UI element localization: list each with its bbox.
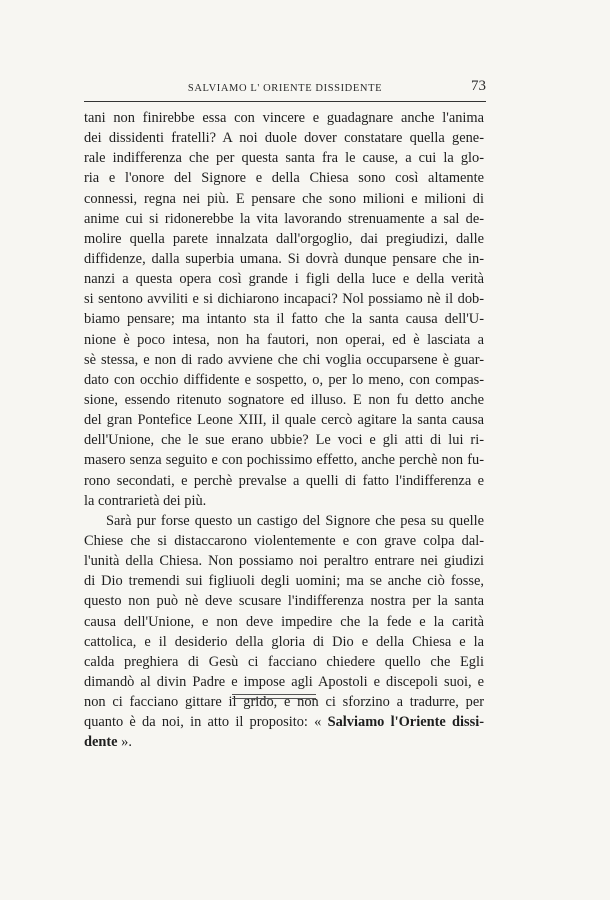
motto-text: Salviamo l'Oriente dissi- xyxy=(327,714,484,731)
text-line: di Dio tremendi sui figliuoli degli uomini; ma se anche ciò fosse, xyxy=(84,573,484,590)
text-line: nanzi a questa opera così grande i figli della luce e della verità xyxy=(84,271,484,288)
page-header xyxy=(84,78,486,100)
text-line: del gran Pontefice Leone XIII, il quale cercò agitare la santa causa xyxy=(84,412,484,429)
text-line: dato con occhio diffidente e sospetto, o, per lo meno, con compas- xyxy=(84,371,484,388)
text-line: la contrarietà dei più. xyxy=(84,492,207,509)
line-prefix: quanto è da noi, in atto il proposito: « xyxy=(84,714,328,731)
text-line: tani non finirebbe essa con vincere e guadagnare anche l'anima xyxy=(84,110,484,126)
end-ornament-rule xyxy=(232,694,316,699)
text-line: questo non può nè deve scusare l'indifferenza nostra per la santa xyxy=(84,593,484,610)
text-line: rale indifferenza che per questa santa fra le cause, a cui la glo- xyxy=(84,150,484,167)
text-line: biamo pensare; ma intanto sta il fatto che la santa causa dell'U- xyxy=(84,311,484,328)
text-line: Sarà pur forse questo un castigo del Signore che pesa su quelle xyxy=(106,512,484,529)
text-line: dell'Unione, che le sue erano ubbie? Le voci e gli atti di lui ri- xyxy=(84,432,484,449)
text-line: cattolica, e il desiderio della gloria di Dio e della Chiesa e la xyxy=(84,633,484,650)
text-line: diffidenze, dalla superbia umana. Si dovrà dunque pensare che in- xyxy=(84,250,484,267)
text-line: masero senza seguito e con pochissimo effetto, anche perchè non fu- xyxy=(84,452,484,469)
paragraph-1 xyxy=(84,108,484,511)
text-line: sè stessa, e non di rado avviene che chi voglia occuparsene è guar- xyxy=(84,351,484,368)
text-line: ria e l'onore del Signore e della Chiesa sono così altamente xyxy=(84,170,484,187)
text-line: molire quella parete innalzata dall'orgoglio, dai pregiudizi, dalle xyxy=(84,230,484,247)
paragraph-2 xyxy=(84,511,484,753)
text-line: anime cui si ridonerebbe la vita lavorando strenuamente a sal de- xyxy=(84,210,484,227)
text-line xyxy=(84,712,484,732)
running-title: SALVIAMO L' ORIENTE DISSIDENTE xyxy=(187,83,383,94)
text-line xyxy=(84,732,484,752)
page-number: 73 xyxy=(471,78,486,94)
text-line: causa dell'Unione, e non deve impedire che la fede e la carità xyxy=(84,613,484,630)
text-line: sione, essendo ritenuto sognatore ed illuso. E non fu detto anche xyxy=(84,391,484,408)
text-line: si sentono avviliti e si dichiarono incapaci? Nol possiamo nè il dob- xyxy=(84,291,484,308)
text-line: l'unità della Chiesa. Non possiamo noi peraltro entrare nei giudizi xyxy=(84,553,484,570)
closing-quote: ». xyxy=(117,734,132,751)
header-rule xyxy=(84,101,486,102)
text-line: calda preghiera di Gesù ci facciano chiedere quello che Egli xyxy=(84,653,484,670)
text-line: Chiese che si distaccarono violentemente e con grave colpa dal- xyxy=(84,532,484,549)
text-line: dei dissidenti fratelli? A noi duole dover constatare quella gene- xyxy=(84,130,484,147)
text-line: nione è poco intesa, non ha fautori, non operai, ed è lasciata a xyxy=(84,331,484,348)
body-text xyxy=(84,108,484,753)
motto-text-end: dente xyxy=(84,734,118,751)
text-line: connessi, regna nei più. E pensare che sono milioni e milioni di xyxy=(84,190,484,207)
text-line: dimandò al divin Padre e impose agli Apostoli e discepoli suoi, e xyxy=(84,673,484,690)
text-line: non ci facciano gittare il grido, e non ci sforzino a tradurre, per xyxy=(84,694,484,711)
text-line: rono secondati, e perchè prevalse a quelli di fatto l'indifferenza e xyxy=(84,472,484,489)
